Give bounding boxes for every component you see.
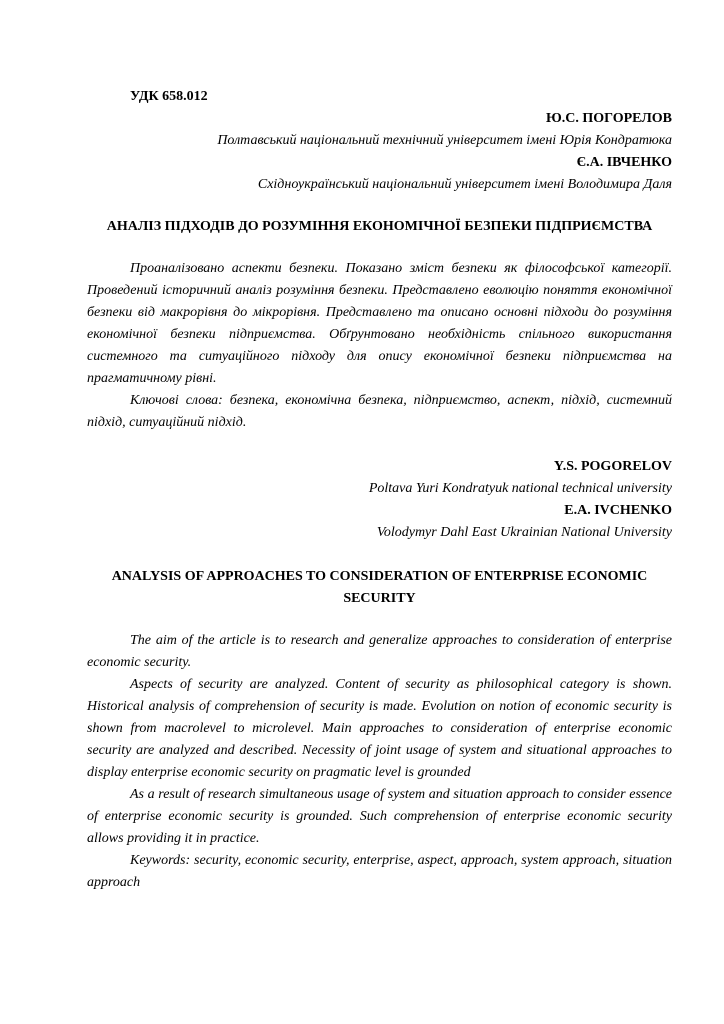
- ua-author-1: Ю.С. ПОГОРЕЛОВ: [546, 111, 672, 126]
- en-result-paragraph: As a result of research simultaneous usage of system and situation approach to consider essence of enterprise economic security is grounded. Such comprehension of enterprise economic security allows providing it in practice.: [87, 787, 672, 846]
- en-affiliation-2: Volodymyr Dahl East Ukrainian National University: [376, 525, 672, 540]
- en-abstract-block: [87, 630, 672, 894]
- en-keywords: Keywords: security, economic security, enterprise, aspect, approach, system approach, situation approach: [87, 853, 672, 890]
- ua-affiliation-2: Східноукраїнський національний університет імені Володимира Даля: [257, 177, 672, 192]
- en-aim-paragraph: The aim of the article is to research and generalize approaches to consideration of enterprise economic security.: [87, 633, 672, 670]
- en-affiliation-1: Poltava Yuri Kondratyuk national technical university: [368, 481, 672, 496]
- ua-title: АНАЛІЗ ПІДХОДІВ ДО РОЗУМІННЯ ЕКОНОМІЧНОЇ БЕЗПЕКИ ПІДПРИЄМСТВА: [106, 219, 653, 234]
- ua-abstract: Проаналізовано аспекти безпеки. Показано зміст безпеки як філософської категорії. Проведений історичний аналіз розуміння безпеки. Представлено еволюцію поняття економічної безпеки від макрорівня до мікрорівня. Представлено та описано основні підходи до розуміння економічної безпеки підприємства. Обґрунтовано необхідність спільного використання системного та ситуаційного підходу для опису економічної безпеки підприємства на прагматичному рівні.: [87, 261, 672, 386]
- ua-affiliation-1: Полтавський національний технічний університет імені Юрія Кондратюка: [217, 133, 672, 148]
- en-author-2: E.A. IVCHENKO: [564, 503, 672, 518]
- en-title: [87, 566, 672, 610]
- en-aspects-paragraph: Aspects of security are analyzed. Content of security as philosophical category is shown. Historical analysis of comprehension of security is made. Evolution on notion of economic security is shown from macrolevel to microlevel. Main approaches to consideration of enterprise economic security are analyzed and described. Necessity of joint usage of system and situational approaches to display enterprise economic security on pragmatic level is grounded: [87, 677, 672, 780]
- udc-code: УДК 658.012: [130, 89, 208, 104]
- ua-author-2: Є.А. ІВЧЕНКО: [576, 155, 672, 170]
- ua-keywords: Ключові слова: безпека, економічна безпека, підприємство, аспект, підхід, системний підхід, ситуаційний підхід.: [87, 393, 672, 430]
- ua-abstract-block: [87, 258, 672, 434]
- en-title-line-1: ANALYSIS OF APPROACHES TO CONSIDERATION OF ENTERPRISE ECONOMIC: [111, 569, 648, 584]
- en-title-line-2: SECURITY: [343, 591, 416, 606]
- en-author-1: Y.S. POGORELOV: [553, 459, 672, 474]
